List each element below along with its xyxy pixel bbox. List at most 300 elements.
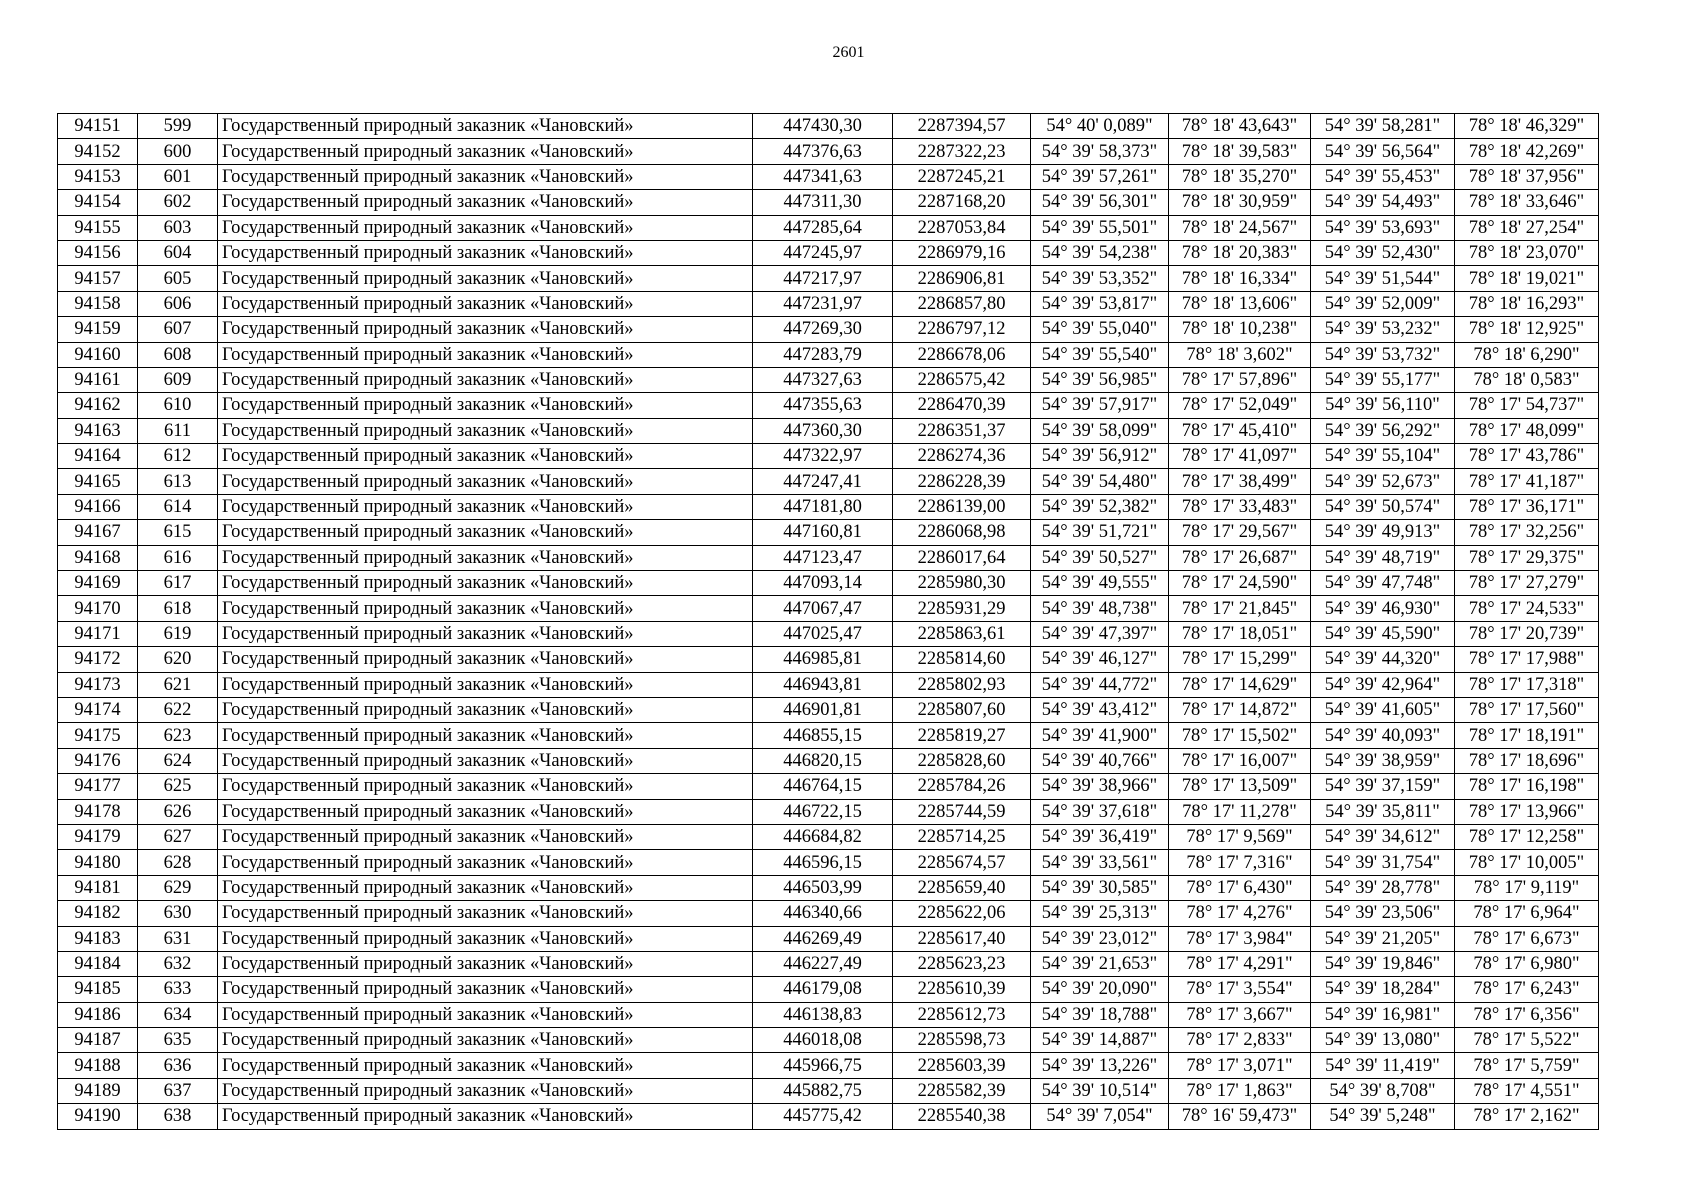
x-coordinate-cell: 446985,81: [753, 647, 893, 672]
latitude-cell: 54° 39' 58,099": [1031, 418, 1169, 443]
table-row: [58, 571, 1599, 596]
longitude-alt-cell: 78° 17' 16,198": [1455, 774, 1599, 799]
latitude-cell: 54° 39' 37,618": [1031, 799, 1169, 824]
point-number-cell: 599: [138, 114, 218, 139]
territory-name-cell: Государственный природный заказник «Чановский»: [218, 215, 753, 240]
territory-name-cell: Государственный природный заказник «Чановский»: [218, 850, 753, 875]
territory-name-cell: Государственный природный заказник «Чановский»: [218, 621, 753, 646]
latitude-cell: 54° 39' 14,887": [1031, 1028, 1169, 1053]
record-id-cell: 94184: [58, 951, 138, 976]
territory-name-cell: Государственный природный заказник «Чановский»: [218, 977, 753, 1002]
longitude-alt-cell: 78° 17' 6,964": [1455, 901, 1599, 926]
longitude-alt-cell: 78° 17' 41,187": [1455, 469, 1599, 494]
longitude-cell: 78° 17' 15,502": [1169, 723, 1311, 748]
x-coordinate-cell: 445966,75: [753, 1053, 893, 1078]
latitude-alt-cell: 54° 39' 19,846": [1311, 951, 1455, 976]
longitude-cell: 78° 17' 18,051": [1169, 621, 1311, 646]
table-row: [58, 697, 1599, 722]
table-row: [58, 367, 1599, 392]
y-coordinate-cell: 2285622,06: [893, 901, 1031, 926]
latitude-alt-cell: 54° 39' 55,453": [1311, 164, 1455, 189]
longitude-alt-cell: 78° 17' 48,099": [1455, 418, 1599, 443]
table-row: [58, 291, 1599, 316]
latitude-alt-cell: 54° 39' 52,430": [1311, 240, 1455, 265]
longitude-cell: 78° 17' 4,276": [1169, 901, 1311, 926]
latitude-alt-cell: 54° 39' 48,719": [1311, 545, 1455, 570]
x-coordinate-cell: 447322,97: [753, 444, 893, 469]
x-coordinate-cell: 446227,49: [753, 951, 893, 976]
table-row: [58, 951, 1599, 976]
x-coordinate-cell: 447285,64: [753, 215, 893, 240]
x-coordinate-cell: 446018,08: [753, 1028, 893, 1053]
record-id-cell: 94155: [58, 215, 138, 240]
table-row: [58, 215, 1599, 240]
longitude-alt-cell: 78° 17' 36,171": [1455, 494, 1599, 519]
y-coordinate-cell: 2285828,60: [893, 748, 1031, 773]
territory-name-cell: Государственный природный заказник «Чановский»: [218, 875, 753, 900]
y-coordinate-cell: 2286857,80: [893, 291, 1031, 316]
longitude-alt-cell: 78° 17' 18,696": [1455, 748, 1599, 773]
longitude-alt-cell: 78° 18' 12,925": [1455, 317, 1599, 342]
point-number-cell: 620: [138, 647, 218, 672]
latitude-cell: 54° 39' 44,772": [1031, 672, 1169, 697]
table-row: [58, 647, 1599, 672]
longitude-cell: 78° 17' 3,984": [1169, 926, 1311, 951]
y-coordinate-cell: 2285623,23: [893, 951, 1031, 976]
territory-name-cell: Государственный природный заказник «Чановский»: [218, 114, 753, 139]
point-number-cell: 633: [138, 977, 218, 1002]
point-number-cell: 604: [138, 240, 218, 265]
latitude-cell: 54° 39' 48,738": [1031, 596, 1169, 621]
longitude-cell: 78° 17' 33,483": [1169, 494, 1311, 519]
table-row: [58, 1053, 1599, 1078]
longitude-alt-cell: 78° 17' 32,256": [1455, 520, 1599, 545]
longitude-cell: 78° 17' 13,509": [1169, 774, 1311, 799]
y-coordinate-cell: 2286906,81: [893, 266, 1031, 291]
point-number-cell: 630: [138, 901, 218, 926]
x-coordinate-cell: 447245,97: [753, 240, 893, 265]
latitude-cell: 54° 39' 56,301": [1031, 190, 1169, 215]
record-id-cell: 94180: [58, 850, 138, 875]
record-id-cell: 94170: [58, 596, 138, 621]
point-number-cell: 607: [138, 317, 218, 342]
territory-name-cell: Государственный природный заказник «Чановский»: [218, 266, 753, 291]
territory-name-cell: Государственный природный заказник «Чановский»: [218, 367, 753, 392]
record-id-cell: 94171: [58, 621, 138, 646]
longitude-alt-cell: 78° 18' 46,329": [1455, 114, 1599, 139]
point-number-cell: 627: [138, 824, 218, 849]
x-coordinate-cell: 446684,82: [753, 824, 893, 849]
longitude-alt-cell: 78° 17' 5,522": [1455, 1028, 1599, 1053]
longitude-cell: 78° 17' 6,430": [1169, 875, 1311, 900]
latitude-cell: 54° 39' 57,917": [1031, 393, 1169, 418]
territory-name-cell: Государственный природный заказник «Чановский»: [218, 1104, 753, 1129]
x-coordinate-cell: 447311,30: [753, 190, 893, 215]
latitude-cell: 54° 39' 51,721": [1031, 520, 1169, 545]
table-row: [58, 1002, 1599, 1027]
x-coordinate-cell: 447160,81: [753, 520, 893, 545]
latitude-alt-cell: 54° 39' 40,093": [1311, 723, 1455, 748]
latitude-cell: 54° 39' 50,527": [1031, 545, 1169, 570]
table-row: [58, 926, 1599, 951]
latitude-cell: 54° 39' 38,966": [1031, 774, 1169, 799]
point-number-cell: 621: [138, 672, 218, 697]
latitude-cell: 54° 39' 53,352": [1031, 266, 1169, 291]
x-coordinate-cell: 447231,97: [753, 291, 893, 316]
longitude-cell: 78° 18' 3,602": [1169, 342, 1311, 367]
longitude-alt-cell: 78° 17' 17,560": [1455, 697, 1599, 722]
latitude-alt-cell: 54° 39' 53,732": [1311, 342, 1455, 367]
territory-name-cell: Государственный природный заказник «Чановский»: [218, 799, 753, 824]
latitude-cell: 54° 39' 23,012": [1031, 926, 1169, 951]
longitude-cell: 78° 18' 20,383": [1169, 240, 1311, 265]
latitude-cell: 54° 39' 40,766": [1031, 748, 1169, 773]
x-coordinate-cell: 447217,97: [753, 266, 893, 291]
x-coordinate-cell: 446596,15: [753, 850, 893, 875]
table-row: [58, 190, 1599, 215]
latitude-alt-cell: 54° 39' 52,673": [1311, 469, 1455, 494]
y-coordinate-cell: 2285802,93: [893, 672, 1031, 697]
latitude-cell: 54° 39' 58,373": [1031, 139, 1169, 164]
x-coordinate-cell: 447376,63: [753, 139, 893, 164]
table-row: [58, 901, 1599, 926]
point-number-cell: 617: [138, 571, 218, 596]
table-row: [58, 317, 1599, 342]
point-number-cell: 638: [138, 1104, 218, 1129]
territory-name-cell: Государственный природный заказник «Чановский»: [218, 697, 753, 722]
record-id-cell: 94151: [58, 114, 138, 139]
longitude-alt-cell: 78° 17' 9,119": [1455, 875, 1599, 900]
latitude-cell: 54° 39' 55,501": [1031, 215, 1169, 240]
latitude-cell: 54° 39' 36,419": [1031, 824, 1169, 849]
record-id-cell: 94165: [58, 469, 138, 494]
territory-name-cell: Государственный природный заказник «Чановский»: [218, 647, 753, 672]
longitude-cell: 78° 17' 29,567": [1169, 520, 1311, 545]
longitude-cell: 78° 17' 24,590": [1169, 571, 1311, 596]
record-id-cell: 94169: [58, 571, 138, 596]
y-coordinate-cell: 2286068,98: [893, 520, 1031, 545]
latitude-alt-cell: 54° 39' 54,493": [1311, 190, 1455, 215]
table-row: [58, 1028, 1599, 1053]
latitude-alt-cell: 54° 39' 55,104": [1311, 444, 1455, 469]
latitude-cell: 54° 39' 57,261": [1031, 164, 1169, 189]
longitude-cell: 78° 16' 59,473": [1169, 1104, 1311, 1129]
point-number-cell: 605: [138, 266, 218, 291]
longitude-alt-cell: 78° 17' 43,786": [1455, 444, 1599, 469]
y-coordinate-cell: 2286678,06: [893, 342, 1031, 367]
y-coordinate-cell: 2287394,57: [893, 114, 1031, 139]
latitude-alt-cell: 54° 39' 53,232": [1311, 317, 1455, 342]
x-coordinate-cell: 447341,63: [753, 164, 893, 189]
latitude-cell: 54° 39' 56,985": [1031, 367, 1169, 392]
record-id-cell: 94174: [58, 697, 138, 722]
table-row: [58, 520, 1599, 545]
latitude-alt-cell: 54° 39' 11,419": [1311, 1053, 1455, 1078]
y-coordinate-cell: 2285819,27: [893, 723, 1031, 748]
longitude-alt-cell: 78° 17' 10,005": [1455, 850, 1599, 875]
point-number-cell: 631: [138, 926, 218, 951]
longitude-alt-cell: 78° 18' 23,070": [1455, 240, 1599, 265]
territory-name-cell: Государственный природный заказник «Чановский»: [218, 190, 753, 215]
y-coordinate-cell: 2286470,39: [893, 393, 1031, 418]
latitude-alt-cell: 54° 39' 41,605": [1311, 697, 1455, 722]
point-number-cell: 636: [138, 1053, 218, 1078]
y-coordinate-cell: 2285784,26: [893, 774, 1031, 799]
longitude-cell: 78° 18' 35,270": [1169, 164, 1311, 189]
longitude-alt-cell: 78° 18' 37,956": [1455, 164, 1599, 189]
point-number-cell: 613: [138, 469, 218, 494]
y-coordinate-cell: 2286575,42: [893, 367, 1031, 392]
latitude-cell: 54° 39' 20,090": [1031, 977, 1169, 1002]
x-coordinate-cell: 446820,15: [753, 748, 893, 773]
record-id-cell: 94159: [58, 317, 138, 342]
longitude-alt-cell: 78° 17' 54,737": [1455, 393, 1599, 418]
record-id-cell: 94173: [58, 672, 138, 697]
latitude-cell: 54° 39' 56,912": [1031, 444, 1169, 469]
territory-name-cell: Государственный природный заказник «Чановский»: [218, 240, 753, 265]
table-row: [58, 444, 1599, 469]
territory-name-cell: Государственный природный заказник «Чановский»: [218, 545, 753, 570]
longitude-cell: 78° 17' 16,007": [1169, 748, 1311, 773]
point-number-cell: 632: [138, 951, 218, 976]
longitude-cell: 78° 17' 4,291": [1169, 951, 1311, 976]
x-coordinate-cell: 446943,81: [753, 672, 893, 697]
record-id-cell: 94176: [58, 748, 138, 773]
latitude-alt-cell: 54° 39' 49,913": [1311, 520, 1455, 545]
table-row: [58, 393, 1599, 418]
latitude-alt-cell: 54° 39' 55,177": [1311, 367, 1455, 392]
y-coordinate-cell: 2286797,12: [893, 317, 1031, 342]
point-number-cell: 600: [138, 139, 218, 164]
y-coordinate-cell: 2287322,23: [893, 139, 1031, 164]
table-row: [58, 418, 1599, 443]
table-row: [58, 266, 1599, 291]
territory-name-cell: Государственный природный заказник «Чановский»: [218, 520, 753, 545]
y-coordinate-cell: 2285540,38: [893, 1104, 1031, 1129]
y-coordinate-cell: 2285814,60: [893, 647, 1031, 672]
x-coordinate-cell: 447327,63: [753, 367, 893, 392]
longitude-alt-cell: 78° 17' 2,162": [1455, 1104, 1599, 1129]
point-number-cell: 612: [138, 444, 218, 469]
territory-name-cell: Государственный природный заказник «Чановский»: [218, 418, 753, 443]
latitude-alt-cell: 54° 39' 34,612": [1311, 824, 1455, 849]
point-number-cell: 629: [138, 875, 218, 900]
x-coordinate-cell: 447181,80: [753, 494, 893, 519]
x-coordinate-cell: 447283,79: [753, 342, 893, 367]
longitude-alt-cell: 78° 18' 33,646": [1455, 190, 1599, 215]
record-id-cell: 94190: [58, 1104, 138, 1129]
territory-name-cell: Государственный природный заказник «Чановский»: [218, 317, 753, 342]
point-number-cell: 610: [138, 393, 218, 418]
x-coordinate-cell: 446179,08: [753, 977, 893, 1002]
latitude-alt-cell: 54° 39' 16,981": [1311, 1002, 1455, 1027]
table-row: [58, 596, 1599, 621]
x-coordinate-cell: 447093,14: [753, 571, 893, 596]
table-row: [58, 824, 1599, 849]
territory-name-cell: Государственный природный заказник «Чановский»: [218, 774, 753, 799]
y-coordinate-cell: 2285612,73: [893, 1002, 1031, 1027]
longitude-alt-cell: 78° 17' 27,279": [1455, 571, 1599, 596]
latitude-alt-cell: 54° 39' 44,320": [1311, 647, 1455, 672]
territory-name-cell: Государственный природный заказник «Чановский»: [218, 164, 753, 189]
longitude-cell: 78° 17' 26,687": [1169, 545, 1311, 570]
longitude-cell: 78° 17' 3,071": [1169, 1053, 1311, 1078]
table-row: [58, 875, 1599, 900]
x-coordinate-cell: 447067,47: [753, 596, 893, 621]
x-coordinate-cell: 446901,81: [753, 697, 893, 722]
longitude-alt-cell: 78° 18' 19,021": [1455, 266, 1599, 291]
point-number-cell: 622: [138, 697, 218, 722]
table-row: [58, 977, 1599, 1002]
longitude-alt-cell: 78° 17' 18,191": [1455, 723, 1599, 748]
y-coordinate-cell: 2285582,39: [893, 1078, 1031, 1103]
longitude-alt-cell: 78° 18' 27,254": [1455, 215, 1599, 240]
latitude-alt-cell: 54° 39' 31,754": [1311, 850, 1455, 875]
longitude-alt-cell: 78° 17' 6,673": [1455, 926, 1599, 951]
table-row: [58, 621, 1599, 646]
longitude-cell: 78° 18' 30,959": [1169, 190, 1311, 215]
y-coordinate-cell: 2285807,60: [893, 697, 1031, 722]
record-id-cell: 94167: [58, 520, 138, 545]
latitude-cell: 54° 39' 55,540": [1031, 342, 1169, 367]
longitude-alt-cell: 78° 18' 0,583": [1455, 367, 1599, 392]
x-coordinate-cell: 445882,75: [753, 1078, 893, 1103]
x-coordinate-cell: 446722,15: [753, 799, 893, 824]
latitude-alt-cell: 54° 39' 37,159": [1311, 774, 1455, 799]
y-coordinate-cell: 2285863,61: [893, 621, 1031, 646]
table-row: [58, 114, 1599, 139]
point-number-cell: 602: [138, 190, 218, 215]
table-row: [58, 748, 1599, 773]
table-row: [58, 1078, 1599, 1103]
point-number-cell: 635: [138, 1028, 218, 1053]
latitude-cell: 54° 39' 25,313": [1031, 901, 1169, 926]
x-coordinate-cell: 446503,99: [753, 875, 893, 900]
point-number-cell: 624: [138, 748, 218, 773]
y-coordinate-cell: 2286228,39: [893, 469, 1031, 494]
point-number-cell: 603: [138, 215, 218, 240]
latitude-alt-cell: 54° 39' 51,544": [1311, 266, 1455, 291]
x-coordinate-cell: 447123,47: [753, 545, 893, 570]
territory-name-cell: Государственный природный заказник «Чановский»: [218, 672, 753, 697]
territory-name-cell: Государственный природный заказник «Чановский»: [218, 444, 753, 469]
record-id-cell: 94172: [58, 647, 138, 672]
longitude-cell: 78° 18' 39,583": [1169, 139, 1311, 164]
longitude-cell: 78° 17' 3,667": [1169, 1002, 1311, 1027]
longitude-cell: 78° 17' 7,316": [1169, 850, 1311, 875]
longitude-alt-cell: 78° 17' 29,375": [1455, 545, 1599, 570]
latitude-cell: 54° 39' 46,127": [1031, 647, 1169, 672]
y-coordinate-cell: 2285617,40: [893, 926, 1031, 951]
table-row: [58, 494, 1599, 519]
point-number-cell: 628: [138, 850, 218, 875]
x-coordinate-cell: 446764,15: [753, 774, 893, 799]
table-row: [58, 240, 1599, 265]
territory-name-cell: Государственный природный заказник «Чановский»: [218, 342, 753, 367]
latitude-alt-cell: 54° 39' 46,930": [1311, 596, 1455, 621]
longitude-cell: 78° 17' 14,872": [1169, 697, 1311, 722]
latitude-alt-cell: 54° 39' 52,009": [1311, 291, 1455, 316]
longitude-alt-cell: 78° 17' 5,759": [1455, 1053, 1599, 1078]
longitude-alt-cell: 78° 17' 4,551": [1455, 1078, 1599, 1103]
latitude-alt-cell: 54° 39' 21,205": [1311, 926, 1455, 951]
record-id-cell: 94181: [58, 875, 138, 900]
longitude-cell: 78° 18' 13,606": [1169, 291, 1311, 316]
y-coordinate-cell: 2286274,36: [893, 444, 1031, 469]
table-row: [58, 774, 1599, 799]
record-id-cell: 94161: [58, 367, 138, 392]
y-coordinate-cell: 2285714,25: [893, 824, 1031, 849]
latitude-alt-cell: 54° 39' 13,080": [1311, 1028, 1455, 1053]
longitude-cell: 78° 17' 1,863": [1169, 1078, 1311, 1103]
x-coordinate-cell: 446855,15: [753, 723, 893, 748]
record-id-cell: 94168: [58, 545, 138, 570]
longitude-alt-cell: 78° 17' 12,258": [1455, 824, 1599, 849]
table-row: [58, 1104, 1599, 1129]
latitude-cell: 54° 39' 41,900": [1031, 723, 1169, 748]
longitude-cell: 78° 17' 9,569": [1169, 824, 1311, 849]
latitude-alt-cell: 54° 39' 56,110": [1311, 393, 1455, 418]
latitude-alt-cell: 54° 39' 58,281": [1311, 114, 1455, 139]
latitude-cell: 54° 39' 18,788": [1031, 1002, 1169, 1027]
x-coordinate-cell: 446138,83: [753, 1002, 893, 1027]
latitude-alt-cell: 54° 39' 38,959": [1311, 748, 1455, 773]
table-row: [58, 469, 1599, 494]
page-number: 2601: [832, 44, 865, 61]
latitude-alt-cell: 54° 39' 53,693": [1311, 215, 1455, 240]
record-id-cell: 94160: [58, 342, 138, 367]
territory-name-cell: Государственный природный заказник «Чановский»: [218, 469, 753, 494]
latitude-alt-cell: 54° 39' 50,574": [1311, 494, 1455, 519]
y-coordinate-cell: 2287245,21: [893, 164, 1031, 189]
point-number-cell: 601: [138, 164, 218, 189]
latitude-alt-cell: 54° 39' 28,778": [1311, 875, 1455, 900]
latitude-alt-cell: 54° 39' 8,708": [1311, 1078, 1455, 1103]
record-id-cell: 94163: [58, 418, 138, 443]
longitude-cell: 78° 17' 3,554": [1169, 977, 1311, 1002]
territory-name-cell: Государственный природный заказник «Чановский»: [218, 824, 753, 849]
y-coordinate-cell: 2286351,37: [893, 418, 1031, 443]
record-id-cell: 94189: [58, 1078, 138, 1103]
territory-name-cell: Государственный природный заказник «Чановский»: [218, 901, 753, 926]
y-coordinate-cell: 2285610,39: [893, 977, 1031, 1002]
y-coordinate-cell: 2285598,73: [893, 1028, 1031, 1053]
x-coordinate-cell: 447025,47: [753, 621, 893, 646]
latitude-cell: 54° 40' 0,089": [1031, 114, 1169, 139]
longitude-alt-cell: 78° 18' 16,293": [1455, 291, 1599, 316]
point-number-cell: 637: [138, 1078, 218, 1103]
longitude-cell: 78° 17' 45,410": [1169, 418, 1311, 443]
longitude-cell: 78° 17' 14,629": [1169, 672, 1311, 697]
point-number-cell: 608: [138, 342, 218, 367]
territory-name-cell: Государственный природный заказник «Чановский»: [218, 596, 753, 621]
x-coordinate-cell: 447355,63: [753, 393, 893, 418]
latitude-cell: 54° 39' 10,514": [1031, 1078, 1169, 1103]
point-number-cell: 626: [138, 799, 218, 824]
table-row: [58, 799, 1599, 824]
latitude-cell: 54° 39' 47,397": [1031, 621, 1169, 646]
territory-name-cell: Государственный природный заказник «Чановский»: [218, 139, 753, 164]
x-coordinate-cell: 447269,30: [753, 317, 893, 342]
table-row: [58, 723, 1599, 748]
table-row: [58, 139, 1599, 164]
territory-name-cell: Государственный природный заказник «Чановский»: [218, 926, 753, 951]
longitude-alt-cell: 78° 18' 42,269": [1455, 139, 1599, 164]
longitude-cell: 78° 17' 21,845": [1169, 596, 1311, 621]
y-coordinate-cell: 2285931,29: [893, 596, 1031, 621]
longitude-cell: 78° 18' 10,238": [1169, 317, 1311, 342]
latitude-cell: 54° 39' 54,238": [1031, 240, 1169, 265]
